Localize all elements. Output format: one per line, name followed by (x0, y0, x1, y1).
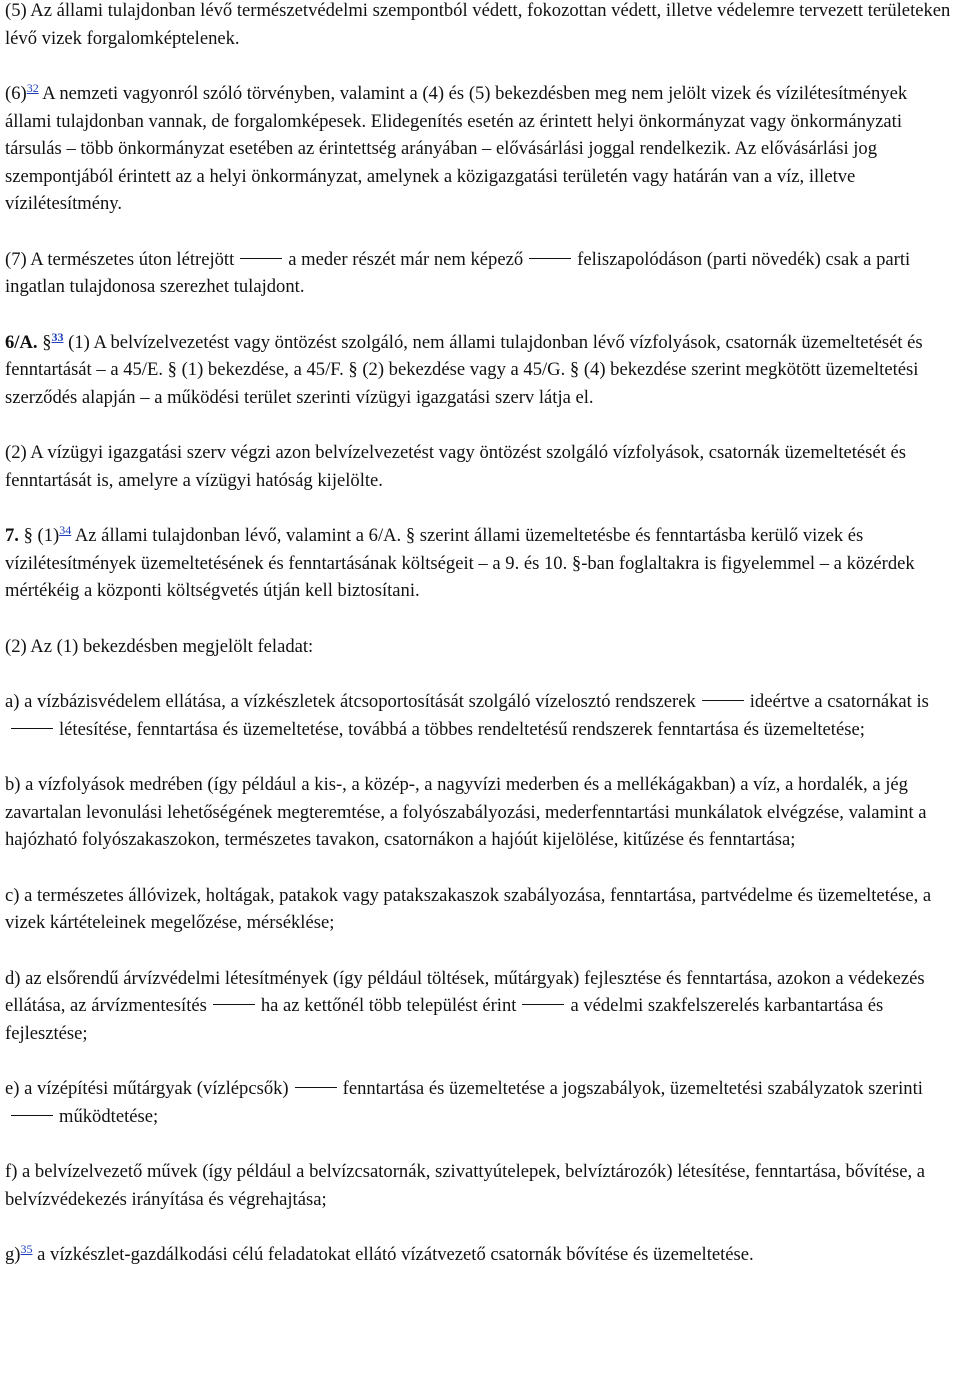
footnote-link-33[interactable]: 33 (51, 329, 64, 344)
em-dash (240, 258, 282, 259)
em-dash (213, 1004, 255, 1005)
em-dash (295, 1087, 337, 1088)
list-item-d: d) az elsőrendű árvízvédelmi létesítmények (így például töltések, műtárgyak) fejlesztése és fenntartása, azokon a védekezés ellátása, az árvízmentesítés ha az kettőnél több települést érint a védelmi szakfelszerelés karbantartása és fejlesztése; (5, 967, 925, 1044)
section-7-paragraph-1: 7. § (1)$^{34}$ Az állami tulajdonban lévő, valamint a 6/A. § szerint állami üzemeltetésbe és fenntartásba kerülő vizek és vízilétesítmények üzemeltetésének és fenntartásának költségeit – a 9. és 10. §-ban foglaltakra is figyelemmel – a közérdek mértékéig a központi költségvetés útján kell biztosítani. (5, 523, 915, 601)
section-6a-paragraph-1: 6/A. §$^{33}$ (1) A belvízelvezetést vagy öntözést szolgáló, nem állami tulajdonban lévő vízfolyások, csatornák üzemeltetését és fenntartását – a 45/E. § (1) bekezdése, a 45/F. § (2) bekezdése vagy a 45/G. § (4) bekezdése szerint megkötött üzemeltetési szerződés alapján – a működési terület szerinti vízügyi igazgatási szerv látja el. (5, 329, 923, 408)
list-item-b: b) a vízfolyások medrében (így például a kis-, a közép-, a nagyvízi mederben és a mellékágakban) a víz, a hordalék, a jég zavartalan levonulási lehetőségének megteremtése, a folyószabályozási, mederfenntartási munkálatok elvégzése, valamint a hajózható folyószakaszokon, természetes tavakon, csatornákon a hajóút kijelölése, kitűzése és fenntartása; (5, 774, 927, 850)
paragraph-5: (5) Az állami tulajdonban lévő természetvédelmi szempontból védett, fokozottan védett, illetve védelemre tervezett területeken lévő vizek forgalomképtelenek. (5, 0, 951, 49)
paragraph-7: (7) A természetes úton létrejött a meder részét már nem képező feliszapolódáson (parti növedék) csak a parti ingatlan tulajdonosa szerezhet tulajdont. (5, 248, 911, 297)
list-item-e: e) a vízépítési műtárgyak (vízlépcsők) fenntartása és üzemeltetése a jogszabályok, üzemeltetési szabályzatok szerintiműködtetése; (5, 1078, 923, 1127)
list-item-c: c) a természetes állóvizek, holtágak, patakok vagy patakszakaszok szabályozása, fenntartása, partvédelme és üzemeltetése, a vizek kártételeinek megelőzése, mérséklése; (5, 884, 932, 933)
footnote-link-34[interactable]: 34 (59, 523, 72, 537)
section-6a-paragraph-2: (2) A vízügyi igazgatási szerv végzi azon belvízelvezetést vagy öntözést szolgáló vízfolyások, csatornák üzemeltetését és fenntartását is, amelyre a vízügyi hatóság kijelölte. (5, 442, 906, 491)
document-page (5, 0, 958, 1297)
footnote-link-32[interactable]: 32 (26, 81, 39, 95)
list-item-f: f) a belvízelvezető művek (így például a belvízcsatornák, szivattyútelepek, belvíztározók) létesítése, fenntartása, bővítése, a belvízvédekezés irányítása és végrehajtása; (5, 1161, 926, 1210)
em-dash (11, 728, 53, 729)
paragraph-6: (6)$^{32}$ A nemzeti vagyonról szóló törvényben, valamint a (4) és (5) bekezdésben meg nem jelölt vizek és vízilétesítmények állami tulajdonban vannak, de forgalomképesek. Elidegenítés esetén az érintett helyi önkormányzat vagy önkormányzati társulás – több önkormányzat esetében az érintettség arányában – elővásárlási joggal rendelkezik. Az elővásárlási jog szempontjából érintett az a helyi önkormányzat, amelynek a közigazgatási területén vagy határán van a víz, illetve vízilétesítmény. (5, 81, 908, 214)
footnote-link-35[interactable]: 35 (20, 1242, 33, 1256)
em-dash (529, 258, 571, 259)
section-7-paragraph-2: (2) Az (1) bekezdésben megjelölt feladat: (5, 635, 314, 657)
em-dash (11, 1115, 53, 1116)
list-item-g: g)$^{35}$ a vízkészlet-gazdálkodási célú feladatokat ellátó vízátvezető csatornák bővítése és üzemeltetése. (5, 1242, 754, 1265)
list-item-a: a) a vízbázisvédelem ellátása, a vízkészletek átcsoportosítását szolgáló vízelosztó rendszerek ideértve a csatornákat islétesítése, fenntartása és üzemeltetése, továbbá a többes rendeltetésű rendszerek fenntartása és üzemeltetése; (5, 691, 929, 740)
em-dash (522, 1004, 564, 1005)
em-dash (702, 700, 744, 701)
